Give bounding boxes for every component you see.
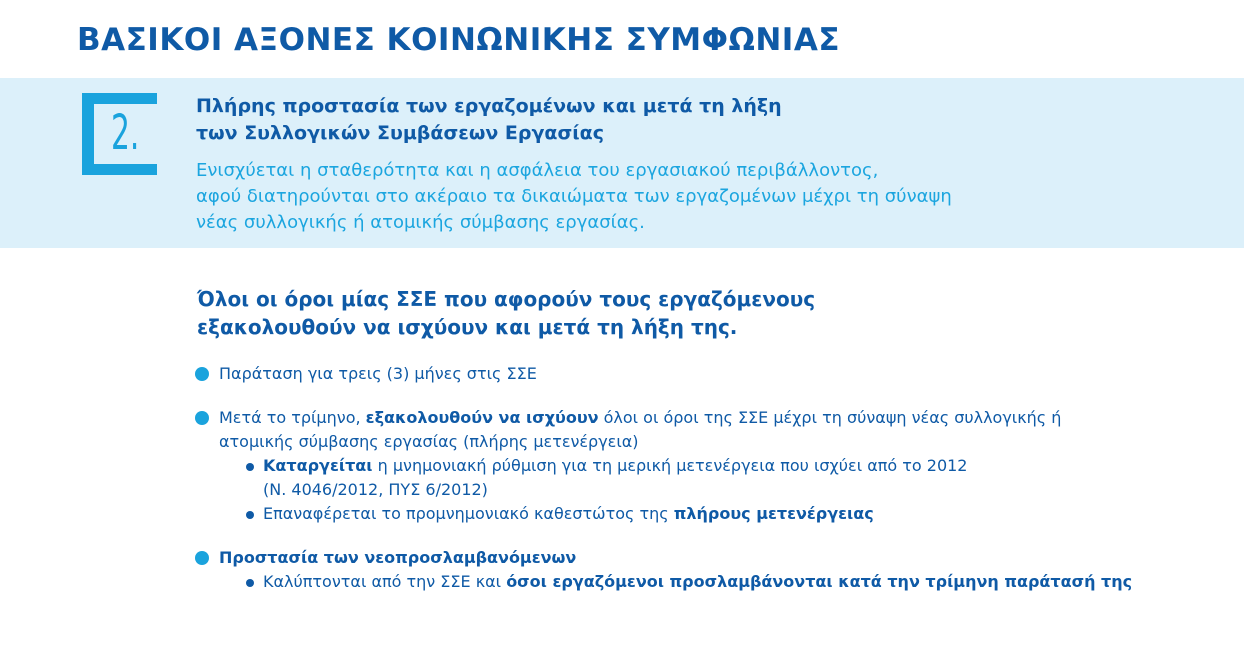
bullet-item-extension (194, 362, 1234, 386)
bullet-dot (195, 367, 209, 381)
sub-bullet-bold: όσοι εργαζόμενοι προσλαμβάνονται κατά την τρίμηνη παράτασή της (506, 572, 1133, 591)
bullet-item-full-after-effect (194, 406, 1234, 526)
bullet-text: Παράταση για τρεις (3) μήνες στις ΣΣΕ (219, 364, 537, 383)
sub-bullet-text: Καλύπτονται από την ΣΣΕ και (263, 572, 507, 591)
section-heading (196, 93, 782, 147)
sub-bullet-list (219, 454, 1234, 526)
sub-bullet-item-covered (219, 570, 1234, 594)
section-description-line-2: αφού διατηρούνται στο ακέραιο τα δικαιώματα των εργαζομένων μέχρι τη σύναψη (196, 186, 952, 207)
section-number-badge (82, 93, 157, 175)
bullet-item-new-hires (194, 546, 1234, 594)
sub-bullet-text: η μνημονιακή ρύθμιση για τη μερική μετενέργεια που ισχύει από το 2012 (372, 456, 968, 475)
section-description (196, 158, 952, 236)
bullet-text-post: όλοι οι όροι της ΣΣΕ μέχρι τη σύναψη νέας συλλογικής ή (598, 408, 1062, 427)
bullet-list (194, 362, 1234, 594)
bullet-text-bold: εξακολουθούν να ισχύουν (365, 408, 599, 427)
bullet-text-line-2: ατομικής σύμβασης εργασίας (πλήρης μετενέργεια) (219, 432, 639, 451)
sub-bullet-list (219, 570, 1234, 594)
sub-bullet-item-abolished (219, 454, 1234, 502)
main-heading-line-1: Όλοι οι όροι μίας ΣΣΕ που αφορούν τους εργαζόμενους (197, 287, 816, 311)
section-number: 2. (111, 105, 140, 161)
sub-bullet-item-restored (219, 502, 1234, 526)
section-heading-line-1: Πλήρης προστασία των εργαζομένων και μετά τη λήξη (196, 95, 782, 117)
sub-bullet-text-line-2: (Ν. 4046/2012, ΠΥΣ 6/2012) (263, 480, 488, 499)
section-description-line-3: νέας συλλογικής ή ατομικής σύμβασης εργασίας. (196, 212, 645, 233)
sub-bullet-bold: Καταργείται (263, 456, 373, 475)
bullet-dot (195, 411, 209, 425)
page-title: ΒΑΣΙΚΟΙ ΑΞΟΝΕΣ ΚΟΙΝΩΝΙΚΗΣ ΣΥΜΦΩΝΙΑΣ (77, 22, 840, 58)
bullet-text-pre: Μετά το τρίμηνο, (219, 408, 366, 427)
sub-bullet-dot (246, 463, 254, 471)
bullet-text-bold: Προστασία των νεοπροσλαμβανόμενων (219, 548, 577, 567)
main-heading (197, 285, 815, 341)
section-description-line-1: Ενισχύεται η σταθερότητα και η ασφάλεια του εργασιακού περιβάλλοντος, (196, 160, 879, 181)
sub-bullet-dot (246, 579, 254, 587)
section-heading-line-2: των Συλλογικών Συμβάσεων Εργασίας (196, 122, 604, 144)
main-heading-line-2: εξακολουθούν να ισχύουν και μετά τη λήξη της. (197, 315, 738, 339)
sub-bullet-text: Επαναφέρεται το προμνημονιακό καθεστώτος της (263, 504, 674, 523)
sub-bullet-dot (246, 511, 254, 519)
bullet-dot (195, 551, 209, 565)
sub-bullet-bold: πλήρους μετενέργειας (673, 504, 874, 523)
